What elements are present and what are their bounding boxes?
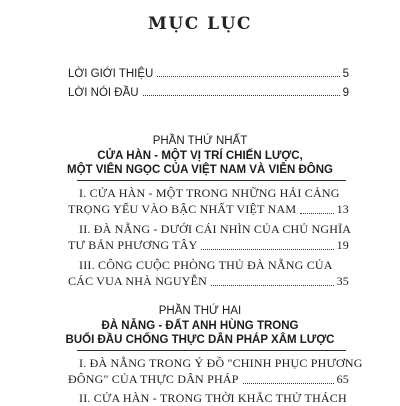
toc-entry-label: CÁC VUA NHÀ NGUYỄN — [68, 274, 208, 288]
part-1-title-line: CỬA HÀN - MỘT VỊ TRÍ CHIẾN LƯỢC, — [97, 150, 303, 162]
toc-entry-label: ĐÔNG" CỦA THỰC DÂN PHÁP — [68, 372, 239, 386]
toc-entry-label: LỜI NÓI ĐẦU — [68, 87, 139, 99]
part-1-label: PHẦN THỨ NHẤT — [152, 135, 248, 147]
part-2-divider — [77, 350, 346, 351]
part-1-title-line: MỘT VIÊN NGỌC CỦA VIỆT NAM VÀ VIỄN ĐÔNG — [66, 164, 333, 176]
toc-entry-line[interactable]: I. ĐÀ NẴNG TRONG Ý ĐỒ "CHINH PHỤC PHƯƠNG — [79, 356, 363, 370]
toc-page-number: 5 — [342, 68, 349, 80]
toc-page-number: 35 — [336, 274, 349, 288]
page-title: MỤC LỤC — [148, 14, 252, 34]
dot-leader — [300, 212, 333, 214]
toc-entry-line[interactable]: II. ĐÀ NẴNG - DƯỚI CÁI NHÌN CỦA CHỦ NGHĨA — [79, 222, 352, 236]
toc-entry-part1-3[interactable] — [68, 274, 349, 289]
toc-entry-introduction[interactable] — [68, 68, 349, 80]
dot-leader — [201, 248, 333, 250]
toc-entry-label: LỜI GIỚI THIỆU — [68, 68, 154, 80]
part-2-label: PHẦN THỨ HAI — [158, 305, 242, 317]
toc-entry-part1-1[interactable] — [68, 202, 349, 217]
part-2-title-line: ĐÀ NẴNG - ĐẤT ANH HÙNG TRONG — [101, 320, 299, 332]
toc-entry-line[interactable]: III. CÔNG CUỘC PHÒNG THỦ ĐÀ NẴNG CỦA — [79, 258, 333, 272]
toc-page-number: 19 — [336, 238, 349, 252]
dot-leader — [211, 284, 334, 286]
toc-entry-part1-2[interactable] — [68, 238, 349, 253]
toc-page-number: 65 — [336, 372, 349, 386]
toc-page-number: 9 — [342, 87, 349, 99]
dot-leader — [157, 75, 339, 77]
toc-entry-preface[interactable] — [68, 87, 349, 99]
dot-leader — [143, 94, 340, 96]
toc-entry-line[interactable]: I. CỬA HÀN - MỘT TRONG NHỮNG HẢI CẢNG — [79, 186, 340, 200]
dot-leader — [243, 382, 334, 384]
toc-entry-part2-1[interactable] — [68, 372, 349, 387]
toc-entry-label: TRỌNG YẾU VÀO BẬC NHẤT VIỆT NAM — [68, 202, 297, 216]
toc-entry-line[interactable]: II. CỬA HÀN - TRONG THỜI KHẮC THỬ THÁCH — [79, 391, 347, 405]
part-2-title-line: BUỔI ĐẦU CHỐNG THỰC DÂN PHÁP XÂM LƯỢC — [65, 334, 335, 346]
part-1-divider — [77, 180, 346, 181]
toc-page-number: 13 — [336, 202, 349, 216]
toc-entry-label: TƯ BẢN PHƯƠNG TÂY — [68, 238, 198, 252]
